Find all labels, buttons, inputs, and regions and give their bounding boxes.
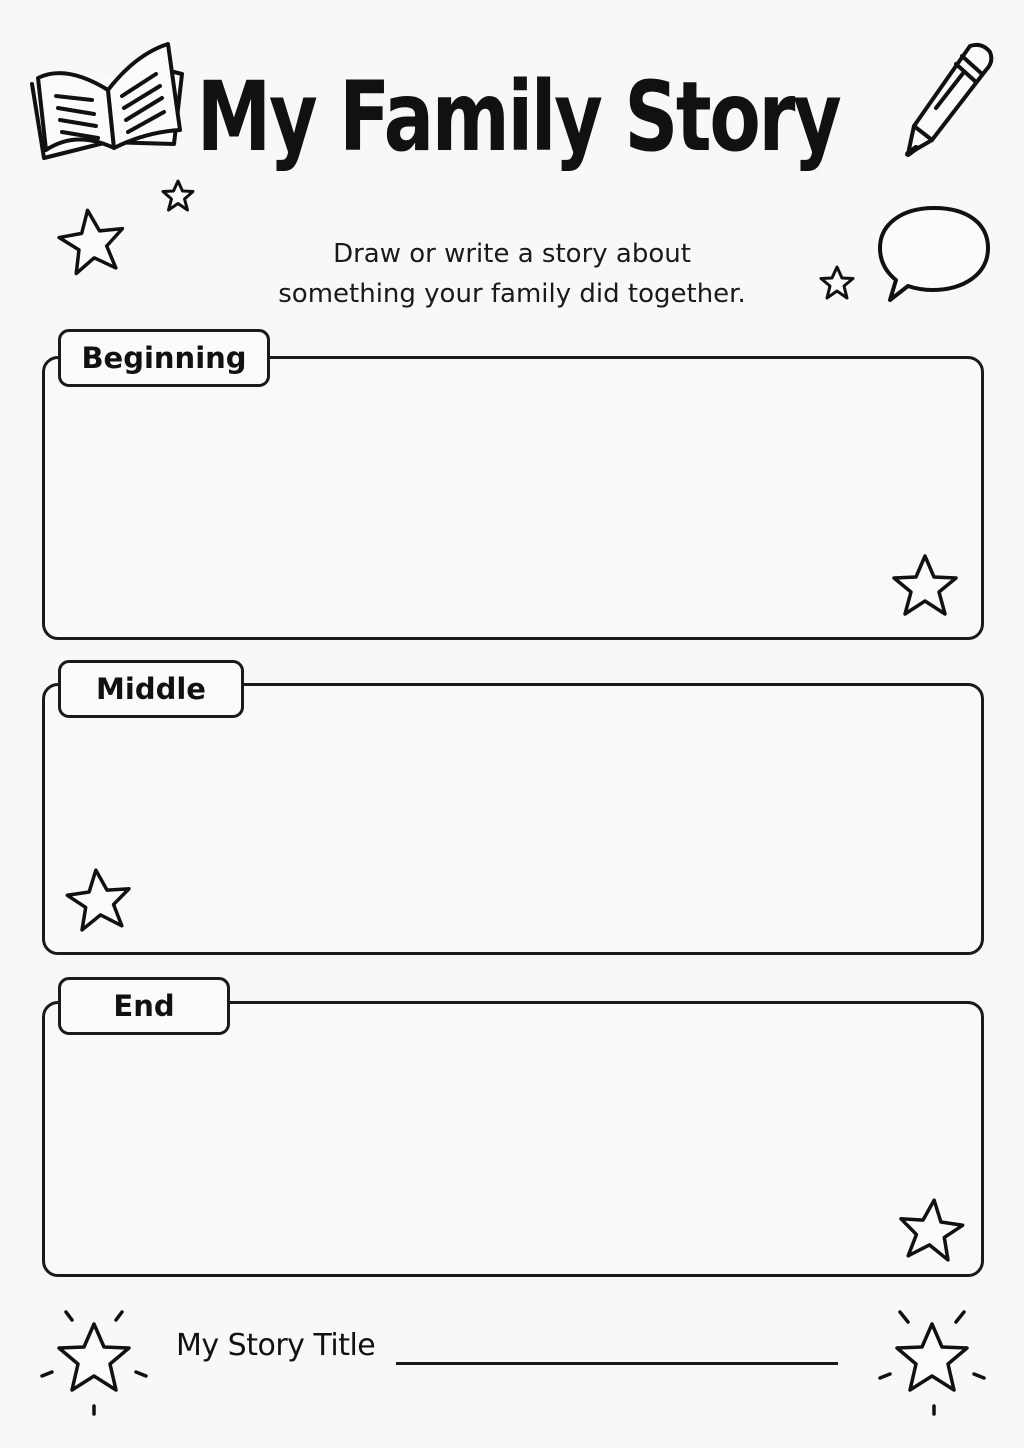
middle-section-box[interactable] xyxy=(42,683,984,955)
sparkle-star-icon xyxy=(34,1300,154,1416)
page-title: My Family Story xyxy=(196,61,840,173)
page-instructions: Draw or write a story about something your family did together. xyxy=(278,239,746,309)
star-icon xyxy=(56,206,128,278)
speech-bubble-icon xyxy=(878,204,994,304)
beginning-section-box[interactable] xyxy=(42,356,984,640)
story-title-input-line[interactable] xyxy=(396,1362,838,1365)
end-section-label: End xyxy=(58,977,230,1035)
middle-section-label: Middle xyxy=(58,660,244,718)
beginning-section-label: Beginning xyxy=(58,329,270,387)
end-section-box[interactable] xyxy=(42,1001,984,1277)
star-icon xyxy=(890,552,960,620)
star-icon xyxy=(896,1196,966,1264)
story-title-label: My Story Title xyxy=(176,1328,376,1363)
pencil-icon xyxy=(900,40,1000,160)
sparkle-star-icon xyxy=(872,1300,992,1416)
open-book-icon xyxy=(26,34,186,164)
star-icon xyxy=(64,866,134,934)
star-icon xyxy=(160,178,196,214)
star-icon xyxy=(818,264,856,302)
